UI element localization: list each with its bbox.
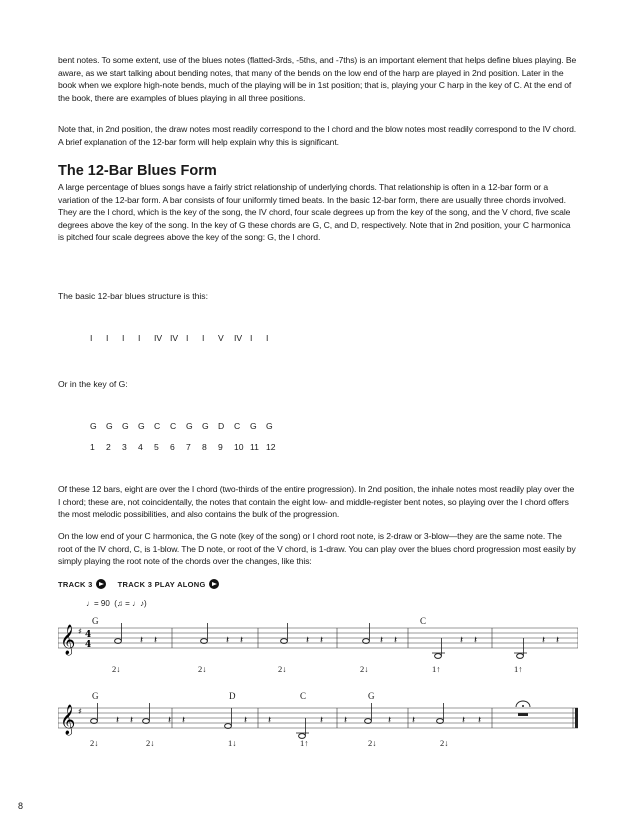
harp-tab: 2↓ (90, 738, 99, 748)
chord-symbol: D (229, 691, 236, 701)
half-note (143, 719, 150, 724)
harp-tab: 2↓ (146, 738, 155, 748)
bar-number: 12 (266, 442, 276, 452)
bar-number: 6 (170, 442, 175, 452)
bar-number: 5 (154, 442, 159, 452)
track-3-play-along[interactable] (118, 579, 219, 589)
chord-letter: C (170, 421, 177, 431)
rest-icon: 𝄽 (182, 715, 186, 726)
roman-numeral: I (122, 333, 125, 343)
half-note (281, 639, 288, 644)
roman-numeral: I (202, 333, 205, 343)
chord-symbol: C (300, 691, 307, 701)
key-of-g-label: Or in the key of G: (58, 379, 128, 389)
roman-numeral: V (218, 333, 224, 343)
half-note (201, 639, 208, 644)
harp-tab: 2↓ (198, 664, 207, 674)
track-labels (58, 579, 219, 589)
time-signature-icon: 4 (85, 630, 92, 640)
chord-letter: G (138, 421, 145, 431)
treble-clef-icon: 𝄞 (60, 705, 76, 735)
track-label: TRACK 3 (58, 579, 93, 589)
roman-numeral: I (186, 333, 189, 343)
bar-number: 11 (250, 442, 259, 452)
music-staff-1 (58, 618, 578, 678)
harp-tab: 1↑ (514, 664, 523, 674)
whole-rest-icon (518, 713, 528, 716)
roman-numeral: I (106, 333, 109, 343)
half-note (115, 639, 122, 644)
sharp-icon: ♯ (78, 707, 82, 716)
chord-letter: G (186, 421, 193, 431)
intro-paragraph: bent notes. To some extent, use of the blues notes (flatted-3rds, -5ths, and -7ths) is an important element that helps define blues playing. Be aware, as we start talking about bending notes, that many of the bends on the low end of the harp are played in 2nd position. Later in the book when we explore high-note bends, much of the playing will be in 1st position; that is, playing your C harp in the key of C. At the end of the book, there are examples of blues playing in all three positions. (58, 55, 577, 103)
play-along-label: TRACK 3 PLAY ALONG (117, 579, 206, 589)
harp-tab: 2↓ (278, 664, 287, 674)
chord-symbol: G (92, 616, 99, 626)
bar-number-row (90, 442, 282, 452)
roman-numeral: I (250, 333, 253, 343)
roman-numeral: I (90, 333, 93, 343)
play-audio-icon (209, 579, 219, 589)
chord-letter: G (122, 421, 129, 431)
rest-icon: 𝄽 (320, 635, 324, 646)
rest-icon: 𝄽 (268, 715, 272, 726)
rest-icon: 𝄽 (556, 635, 560, 646)
treble-clef-icon: 𝄞 (60, 625, 76, 655)
bar-number: 2 (106, 442, 111, 452)
chord-symbol: G (92, 691, 99, 701)
tempo-marking (86, 599, 147, 608)
tempo-value: ♩= 90 (86, 599, 110, 608)
harp-tab: 2↓ (360, 664, 369, 674)
chord-letter: G (106, 421, 113, 431)
roman-numeral: I (266, 333, 269, 343)
page-number: 8 (18, 801, 24, 811)
rest-icon: 𝄽 (412, 715, 416, 726)
half-note (225, 724, 232, 729)
rest-icon: 𝄽 (244, 715, 248, 726)
chord-letter: G (266, 421, 273, 431)
time-signature-icon: 4 (85, 640, 92, 650)
chord-letter: G (202, 421, 209, 431)
rest-icon: 𝄽 (394, 635, 398, 646)
harp-tab: 2↓ (112, 664, 121, 674)
rest-icon: 𝄽 (380, 635, 384, 646)
roman-numeral: I (138, 333, 141, 343)
roman-numeral: IV (234, 333, 243, 343)
root-note-paragraph: On the low end of your C harmonica, the G note (key of the song) or I chord root note, is 2-draw or 3-blow—they are the same note. The root of the IV chord, C, is 1-blow. The D note, or root of the V chord, is 1-draw. You can play over the blues chord progression most easily by simply playing the root note of the chords over the changes, like this: (58, 531, 576, 567)
chord-letter: C (234, 421, 241, 431)
chord-letter: D (218, 421, 225, 431)
roman-numeral-row (90, 333, 282, 343)
music-staff-2 (58, 698, 578, 748)
half-note (435, 654, 442, 659)
half-note (363, 639, 370, 644)
twelve-bar-paragraph: A large percentage of blues songs have a fairly strict relationship of underlying chords. That relationship is often in a 12-bar form or a variation of the 12-bar form. A bar consists of four uniformly timed beats. In the basic 12-bar form, there are usually three chords involved. They are the I chord, which is the key of the song, the IV chord, four scale degrees up from the key of the song, and the V chord, five scale degrees above the key of the song. In the key of G these chords are G, C, and D, respectively. Note that in 2nd position, your C harmonica is pitched four scale degrees above the key of the song: G, the I chord. (58, 182, 571, 243)
position-paragraph: Note that, in 2nd position, the draw notes most readily correspond to the I chord and the blow notes most readily correspond to the IV chord. A brief explanation of the 12-bar form will help explain why this is significant. (58, 124, 577, 147)
harp-tab: 1↑ (300, 738, 309, 748)
half-note (365, 719, 372, 724)
bar-number: 10 (234, 442, 244, 452)
rest-icon: 𝄽 (130, 715, 134, 726)
half-note (517, 654, 524, 659)
roman-numeral: IV (154, 333, 163, 343)
chord-row (90, 421, 282, 431)
bar-number: 7 (186, 442, 191, 452)
chord-symbol: G (368, 691, 375, 701)
roman-numeral: IV (170, 333, 179, 343)
rest-icon: 𝄽 (168, 715, 172, 726)
harp-tab: 1↑ (432, 664, 441, 674)
bar-number: 9 (218, 442, 223, 452)
rest-icon: 𝄽 (306, 635, 310, 646)
rest-icon: 𝄽 (240, 635, 244, 646)
track-3[interactable] (58, 579, 106, 589)
rest-icon: 𝄽 (474, 635, 478, 646)
rest-icon: 𝄽 (460, 635, 464, 646)
chord-letter: C (154, 421, 161, 431)
swing-eighths-icon: (♫ = ♩♪) (112, 599, 147, 608)
rest-icon: 𝄽 (226, 635, 230, 646)
bar-number: 4 (138, 442, 143, 452)
inhale-notes-paragraph: Of these 12 bars, eight are over the I chord (two-thirds of the entire progression). In 2nd position, the inhale notes most readily play over the I chord; these are, not coincidentally, the notes that contain the eight low- and middle-register bent notes, so playing over the I chord offers the most melodic possibilities, and also contains the bulk of the progression. (58, 484, 575, 520)
play-audio-icon (96, 579, 106, 589)
rest-icon: 𝄽 (388, 715, 392, 726)
rest-icon: 𝄽 (116, 715, 120, 726)
chord-letter: G (250, 421, 257, 431)
chord-symbol: C (420, 616, 427, 626)
rest-icon: 𝄽 (154, 635, 158, 646)
harp-tab: 1↓ (228, 738, 237, 748)
section-heading: The 12-Bar Blues Form (58, 163, 217, 179)
rest-icon: 𝄽 (344, 715, 348, 726)
half-note (437, 719, 444, 724)
rest-icon: 𝄽 (320, 715, 324, 726)
half-note (91, 719, 98, 724)
harp-tab: 2↓ (368, 738, 377, 748)
rest-icon: 𝄽 (478, 715, 482, 726)
rest-icon: 𝄽 (542, 635, 546, 646)
bar-number: 3 (122, 442, 127, 452)
bar-number: 8 (202, 442, 207, 452)
sharp-icon: ♯ (78, 627, 82, 636)
rest-icon: 𝄽 (140, 635, 144, 646)
rest-icon: 𝄽 (462, 715, 466, 726)
bar-number: 1 (90, 442, 95, 452)
harp-tab: 2↓ (440, 738, 449, 748)
basic-structure-label: The basic 12-bar blues structure is this: (58, 291, 208, 301)
chord-letter: G (90, 421, 97, 431)
